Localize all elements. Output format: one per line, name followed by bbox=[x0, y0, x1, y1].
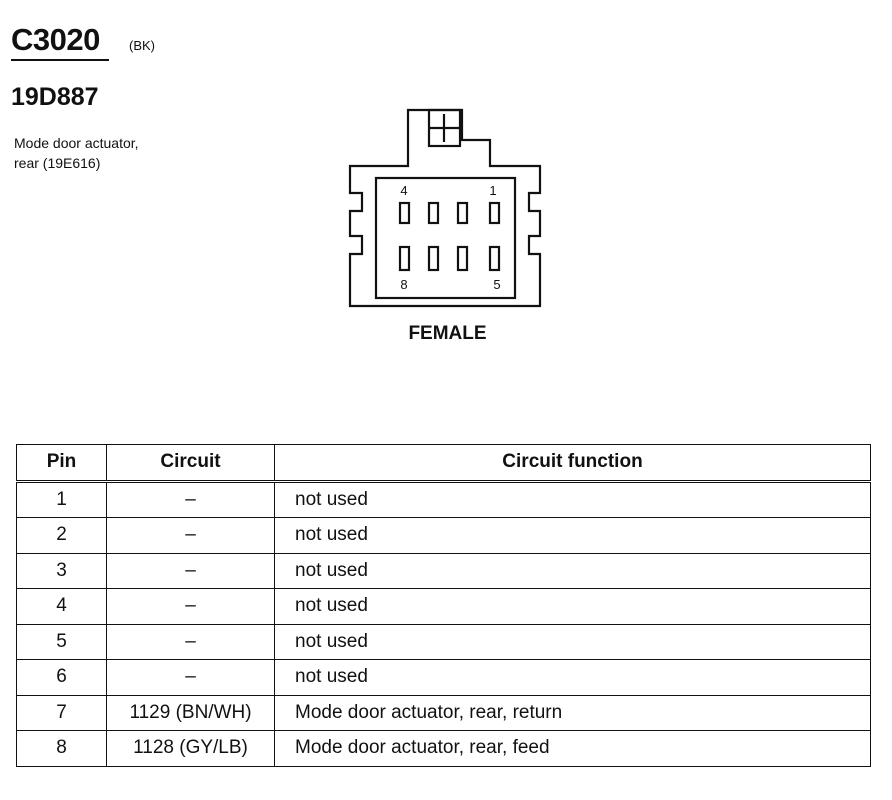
circuit-cell: – bbox=[107, 518, 275, 554]
pin-terminal bbox=[490, 203, 499, 223]
circuit-cell: – bbox=[107, 481, 275, 518]
function-cell: not used bbox=[275, 553, 871, 589]
function-cell: not used bbox=[275, 660, 871, 696]
pin-cell: 4 bbox=[17, 589, 107, 625]
pin-cell: 6 bbox=[17, 660, 107, 696]
connector-id-underline bbox=[11, 59, 109, 61]
pin-terminals-bottom-row bbox=[400, 247, 499, 270]
pin-cell: 5 bbox=[17, 624, 107, 660]
circuit-cell: 1129 (BN/WH) bbox=[107, 695, 275, 731]
table-header-row bbox=[17, 445, 871, 482]
pin-terminal bbox=[458, 203, 467, 223]
table-row bbox=[17, 553, 871, 589]
connector-color: (BK) bbox=[129, 38, 155, 53]
pin-cell: 1 bbox=[17, 481, 107, 518]
pin-table bbox=[16, 444, 871, 767]
table-row bbox=[17, 660, 871, 696]
function-cell: Mode door actuator, rear, return bbox=[275, 695, 871, 731]
connector-id: C3020 bbox=[11, 22, 100, 57]
function-cell: Mode door actuator, rear, feed bbox=[275, 731, 871, 767]
pin-terminal bbox=[429, 247, 438, 270]
column-header-pin: Pin bbox=[17, 445, 107, 482]
pin-cell: 2 bbox=[17, 518, 107, 554]
circuit-cell: – bbox=[107, 589, 275, 625]
table-row bbox=[17, 481, 871, 518]
table-row bbox=[17, 731, 871, 767]
pin-terminal bbox=[490, 247, 499, 270]
pin-terminal bbox=[458, 247, 467, 270]
connector-face-diagram bbox=[340, 100, 560, 315]
circuit-cell: 1128 (GY/LB) bbox=[107, 731, 275, 767]
pin-terminal bbox=[429, 203, 438, 223]
function-cell: not used bbox=[275, 518, 871, 554]
function-cell: not used bbox=[275, 589, 871, 625]
function-cell: not used bbox=[275, 481, 871, 518]
circuit-cell: – bbox=[107, 553, 275, 589]
table-row bbox=[17, 624, 871, 660]
circuit-cell: – bbox=[107, 660, 275, 696]
pin-terminal bbox=[400, 203, 409, 223]
column-header-circuit: Circuit bbox=[107, 445, 275, 482]
table-row bbox=[17, 518, 871, 554]
pin-label-5: 5 bbox=[493, 277, 501, 292]
component-description bbox=[14, 133, 139, 173]
pin-label-8: 8 bbox=[400, 277, 408, 292]
table-row bbox=[17, 695, 871, 731]
description-line-2: rear (19E616) bbox=[14, 155, 101, 171]
table-row bbox=[17, 589, 871, 625]
description-line-1: Mode door actuator, bbox=[14, 135, 139, 151]
pin-cell: 3 bbox=[17, 553, 107, 589]
pin-terminal bbox=[400, 247, 409, 270]
pin-cell: 7 bbox=[17, 695, 107, 731]
part-number: 19D887 bbox=[11, 83, 99, 111]
pin-cell: 8 bbox=[17, 731, 107, 767]
circuit-cell: – bbox=[107, 624, 275, 660]
pin-label-4: 4 bbox=[400, 183, 408, 198]
connector-gender-label: FEMALE bbox=[408, 323, 487, 344]
pin-terminals-top-row bbox=[400, 203, 499, 223]
pin-label-1: 1 bbox=[489, 183, 497, 198]
function-cell: not used bbox=[275, 624, 871, 660]
column-header-circuit-function: Circuit function bbox=[275, 445, 871, 482]
